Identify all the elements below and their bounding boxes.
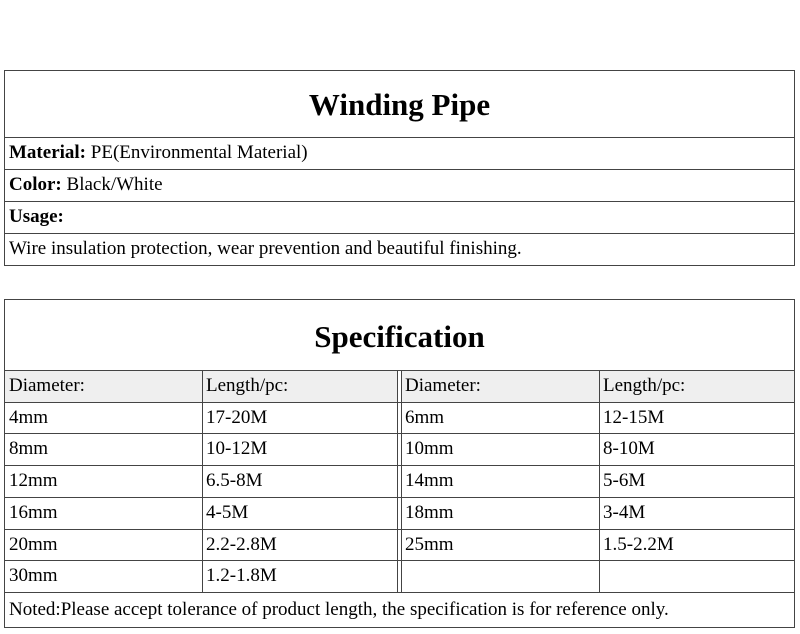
diameter-cell: 8mm	[9, 438, 49, 460]
specification-table	[4, 299, 795, 628]
diameter-cell: 14mm	[405, 470, 454, 492]
length-cell: 1.5-2.2M	[603, 533, 674, 555]
material-label: Material:	[9, 142, 87, 163]
length-cell: 4-5M	[206, 501, 249, 523]
tolerance-note: Noted:Please accept tolerance of product length, the specification is for reference only.	[5, 592, 794, 627]
length-cell: 17-20M	[206, 406, 268, 428]
diameter-cell: 18mm	[405, 501, 454, 523]
grid-divider	[397, 370, 398, 592]
usage-row	[5, 201, 794, 233]
length-cell: 1.2-1.8M	[206, 565, 277, 587]
diameter-cell: 6mm	[405, 406, 445, 428]
length-header: Length/pc:	[206, 375, 289, 396]
diameter-cell: 4mm	[9, 406, 49, 428]
color-label: Color:	[9, 174, 62, 195]
product-title: Winding Pipe	[308, 87, 491, 122]
usage-description: Wire insulation protection, wear prevention and beautiful finishing.	[5, 233, 794, 266]
length-cell: 12-15M	[603, 406, 665, 428]
diameter-cell: 16mm	[9, 501, 58, 523]
length-cell: 5-6M	[603, 470, 646, 492]
diameter-cell: 30mm	[9, 565, 58, 587]
diameter-header: Diameter:	[9, 375, 85, 396]
length-cell: 8-10M	[603, 438, 655, 460]
length-cell: 6.5-8M	[206, 470, 263, 492]
diameter-cell: 25mm	[405, 533, 454, 555]
length-header: Length/pc:	[603, 375, 686, 396]
diameter-cell	[401, 561, 599, 593]
material-row	[5, 137, 794, 169]
diameter-header: Diameter:	[405, 375, 481, 396]
specification-grid	[5, 370, 794, 592]
diameter-cell: 10mm	[405, 438, 454, 460]
length-cell: 10-12M	[206, 438, 268, 460]
length-cell: 3-4M	[603, 501, 646, 523]
usage-label: Usage:	[9, 206, 64, 227]
color-row	[5, 169, 794, 201]
diameter-cell: 20mm	[9, 533, 58, 555]
specification-title: Specification	[314, 319, 485, 354]
length-cell: 2.2-2.8M	[206, 533, 277, 555]
color-value: Black/White	[66, 174, 163, 195]
diameter-cell: 12mm	[9, 470, 58, 492]
material-value: PE(Environmental Material)	[90, 142, 308, 163]
product-info-table	[4, 70, 795, 266]
length-cell	[599, 561, 794, 593]
